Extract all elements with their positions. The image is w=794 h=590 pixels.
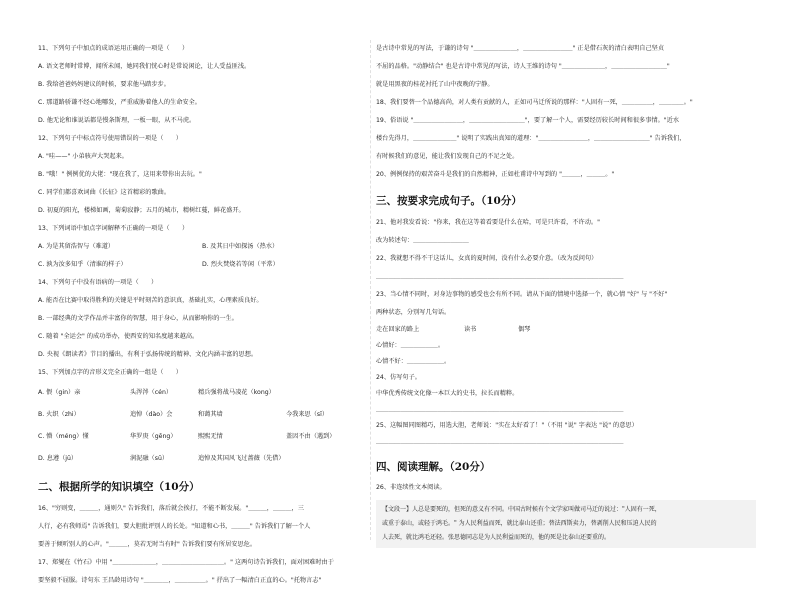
q22-line-1: 22、我就想不得不干这话儿，女真的夏时间，没有什么必要介意。（改为反问句）: [376, 255, 598, 262]
q17-line-1: 17、郑燮在《竹石》中用 "＿＿＿＿＿＿＿，＿＿＿＿＿＿＿＿＿＿。" 这两句诗告诉我们，面对困难时由于: [38, 559, 334, 566]
q23-options: [376, 322, 756, 338]
q21-line-2: 改为转述句：＿＿＿＿＿＿＿＿＿: [376, 237, 469, 244]
q15-c-2: 华罗庚（gēng）: [130, 433, 177, 440]
q15-b-2: 追悼（dào）会: [130, 411, 173, 418]
q16-line-1: 16、"穷则变，＿＿＿，通则久" 告诉我们，落后就会挨打，不能不断发展。"＿＿＿，＿＿＿，三: [38, 505, 304, 512]
q11-option-d: D. 他无论和谁说话都是慢条斯理，一板一眼，从不马虎。: [38, 117, 196, 124]
q15-c-1: C. 懵（méng）懂: [38, 433, 89, 440]
section-3-heading: 三、按要求完成句子。（10分）: [376, 195, 522, 207]
q12-stem: 12、下列句子中标点符号使用错误的一项是（ ）: [38, 135, 182, 142]
q14-option-a: A. 能否在比赛中取得胜利的关键是平时刻苦的意识真，基础扎实，心理素质良好。: [38, 297, 263, 304]
q15-row-d: [38, 448, 366, 470]
q12-option-d: D. 初夏的阳光，楼梯如画，菊菊寂静；五月的城市，精树红蔓，鲜花盛开。: [38, 207, 245, 214]
q21-line-1: 21、他对我发看说："你来，我在这等着看要是什么在哈，可是只许看，不许动。": [376, 219, 600, 226]
q14-option-c: C. 随着 "全运会" 的成功举办，使西安的知名度越来越高。: [38, 333, 199, 340]
q20-line: 20、例例保持的艰苦奋斗是我们的自然精神，正如杜甫诗中写到的 "＿＿＿，＿＿＿。": [376, 171, 615, 178]
q19-line-2: 楼台先得月，＿＿＿＿＿＿＿" 说明了实践出真知的道理："＿＿＿＿＿＿＿＿，＿＿＿＿＿＿＿＿＿" 告诉我们，: [376, 135, 686, 142]
q14-stem: 14、下列句子中没有语病的一项是（ ）: [38, 279, 158, 286]
q13-option-d: D. 烈火焚烧若等闲（平常）: [202, 261, 279, 268]
q25-line-1: 25、这幅图同图精巧，用选大胆，老师说："实在太好看了！"（不用 "说" 字表达 "说" 的意思）: [376, 422, 638, 429]
q23-mood-good: 心情好：＿＿＿＿＿＿。: [376, 342, 445, 349]
q15-row-b: [38, 404, 366, 426]
q15-a-1: A. 偎（gin）亲: [38, 389, 81, 396]
q14-option-d: D. 央视《朗读者》节目的播出，有利于弘扬传统的精神、文化内涵丰富的思想。: [38, 351, 258, 358]
section-2-heading: 二、根据所学的知识填空（10分）: [38, 481, 200, 493]
q17-cont-line-1: 是古诗中常见的写法，于谦的诗句 "＿＿＿＿＿＿＿，＿＿＿＿＿＿＿＿" 正是借石灰的清白表明自己坚贞: [376, 45, 665, 52]
q25-answer-line: ＿＿＿＿＿＿＿＿＿＿＿＿＿＿＿＿＿＿＿＿＿＿＿＿＿＿＿＿＿＿＿＿＿＿＿＿＿＿＿＿: [376, 438, 624, 445]
reading-passage: [376, 500, 756, 548]
q17-line-2: 要坚毅不屈服。诗句东 王昌龄用诗句 "＿＿＿＿，＿＿＿＿＿。" 抒出了一幅清白正直的心。"托物言志": [38, 577, 322, 584]
right-column: [376, 40, 756, 548]
q23-line-1: 23、当心情不同时，对身边事物的感受也会有所不同。请从下面的情境中选择一个，就心情 "好" 与 "不好": [376, 291, 668, 298]
q22-line-2: ＿＿＿＿＿＿＿＿＿＿＿＿＿＿＿＿＿＿＿＿＿＿＿＿＿＿＿＿＿＿＿＿＿＿＿＿＿＿＿＿: [376, 273, 624, 280]
q24-answer-line: ＿＿＿＿＿＿＿＿＿＿＿＿＿＿＿＿＿＿＿＿＿＿＿＿＿＿＿＿＿＿＿＿＿＿＿＿＿＿＿＿: [376, 406, 624, 413]
q13-options-row-1: [38, 238, 366, 256]
q13-option-c: C. 孰为汝多知乎（清谁的样子）: [38, 261, 127, 268]
left-column: [38, 40, 366, 590]
q15-c-3: 熙熙无情: [198, 433, 223, 440]
column-divider: [370, 40, 371, 540]
q11-option-c: C. 那道路骄谦不经心地哪发，严重威胁着他人的生命安全。: [38, 99, 201, 106]
q17-cont-line-2: 不屈的品格。"动静结合" 也是古诗中常见的写法，诗人王维的诗句 "＿＿＿＿＿＿＿，＿＿＿＿＿＿＿＿＿": [376, 63, 670, 70]
q15-c-4: 盖因不由（遇到）: [286, 433, 336, 440]
q16-line-3: 要善于倾听别人的心声。"＿＿＿，莫若无时当有时" 告诉我们要有所居安思危。: [38, 541, 257, 548]
q19-line-3: 有时候我们的意见，能让我们发现自己的不足之处。: [376, 153, 519, 160]
q15-d-2: 润泥融（sū）: [130, 455, 169, 462]
q23-option-3: 偶琴: [518, 326, 531, 333]
q15-row-a: [38, 382, 366, 404]
q15-d-3: 追悼及其国风飞过蔷薇（先借）: [198, 455, 285, 462]
q13-option-b: B. 及其日中如探汤（热水）: [202, 243, 279, 250]
q23-option-1: 走在回家的路上: [376, 326, 420, 333]
q15-a-2: 头涔涔（cén）: [130, 389, 173, 396]
q13-option-a: A. 为是其留浩智与（难道）: [38, 243, 115, 250]
q12-option-b: B. "哦！" 例例优的大佬："现在我了，这用来带你出去玩。": [38, 171, 202, 178]
q12-option-a: A. "哇——" 小弟骇声大哭起来。: [38, 153, 128, 160]
q24-line-1: 24、仿写句子。: [376, 374, 421, 381]
q15-a-3: 精兵强将战马凌花（kong）: [198, 389, 275, 396]
q12-option-c: C. 同学们都喜欢词曲《长征》这首精彩的歌曲。: [38, 189, 171, 196]
passage-line-3: 人去死，就比鸿毛还轻。张思德同志是为人民利益而死的，他的死是比泰山还要重的。: [382, 534, 611, 541]
q13-stem: 13、下列词语中加点字词解释不正确的一项是（ ）: [38, 225, 189, 232]
q15-stem: 15、下列加点字的音形义完全正确的一组是（ ）: [38, 369, 182, 376]
q17-cont-line-3: 就是用黑夜的桂花衬托了山中夜晚的宁静。: [376, 81, 494, 88]
q15-b-1: B. 火织（zhi）: [38, 411, 80, 418]
q11-option-a: A. 语文老师时常博，闻所未闻，她同我们恍心时是常说闲论，让人受益匪浅。: [38, 63, 251, 70]
q18-line: 18、我们要替一个品德高尚，对人类有贡献的人，正如司马迁所说的那样："人固有一死，＿＿＿＿＿，＿＿＿＿。": [376, 99, 693, 106]
q23-option-2: 读书: [464, 326, 477, 333]
q14-option-b: B. 一部经典的文学作品并丰富你的智慧，用于身心，从而影响你的一生。: [38, 315, 238, 322]
q11-option-b: B. 我给爸爸妈妈建议的时候，要求他马踏步步。: [38, 81, 170, 88]
q16-line-2: 人行，必有我师焉" 告诉我们，要大胆批评别人的长处。"知道和心书，＿＿＿" 告诉我们了解一个人: [38, 523, 311, 530]
q23-mood-bad: 心情不好：＿＿＿＿＿＿。: [376, 358, 451, 365]
passage-line-2: 或重于泰山，或轻于鸿毛。" 为人民利益而死，就比泰山还重；替法西斯卖力，替剥削人民和压迫人民的: [382, 520, 657, 527]
q15-b-3: 和蔼其墙: [198, 411, 223, 418]
q15-b-4: 今我来思（sī）: [286, 411, 329, 418]
q11-stem: 11、下列句子中加点的成语运用正确的一项是（ ）: [38, 45, 189, 52]
q19-line-1: 19、俗语说 "＿＿＿＿＿＿＿＿，＿＿＿＿＿＿＿＿＿"，要了解一个人，需要经历较长时间和很多事情。"近水: [376, 117, 680, 124]
q23-line-2: 两种状态，分别写几句话。: [376, 309, 451, 316]
q24-line-2: 中华优秀传统文化像一本巨大的史书，拉长而精粹。: [376, 390, 519, 397]
q15-d-1: D. 息遵（jū）: [38, 455, 78, 462]
passage-line-1: 【文段一】人总是要死的，但死的意义有不同。中国古时候有个文学家叫做司马迁的说过："人固有一死，: [382, 506, 661, 513]
q15-row-c: [38, 426, 366, 448]
q13-options-row-2: [38, 256, 366, 274]
q26-line: 26、非连续性文本阅读。: [376, 484, 446, 491]
section-4-heading: 四、阅读理解。（20分）: [376, 461, 491, 473]
